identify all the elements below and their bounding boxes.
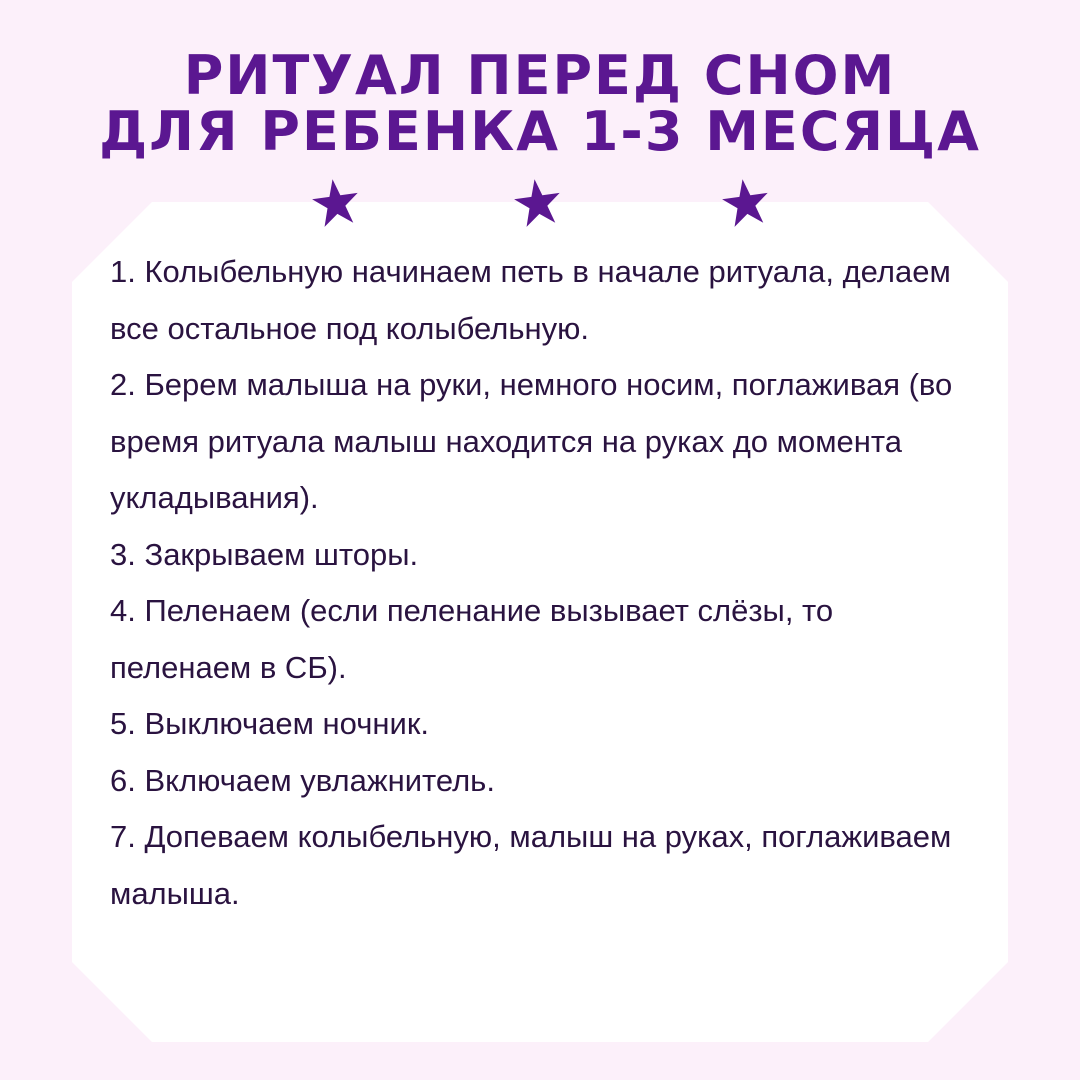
list-item: 6. Включаем увлажнитель. [110, 762, 495, 798]
star-icon [514, 178, 562, 230]
list-item: 7. Допеваем колыбельную, малыш на руках, поглаживаем малыша. [110, 819, 952, 911]
list-item: 1. Колыбельную начинаем петь в начале ритуала, делаем все остальное под колыбельную. [110, 254, 951, 346]
star-icon [722, 178, 770, 230]
list-item: 4. Пеленаем (если пеленание вызывает слёзы, то пеленаем в СБ). [110, 593, 834, 685]
list-item: 5. Выключаем ночник. [110, 706, 429, 741]
list-item: 3. Закрываем шторы. [110, 536, 419, 572]
list-item: 2. Берем малыша на руки, немного носим, поглаживая (во время ритуала малыш находится на руках до момента укладывания). [110, 367, 953, 515]
stars-decoration [0, 178, 1080, 234]
ritual-steps-list [110, 244, 980, 922]
title-line-1: РИТУАЛ ПЕРЕД СНОМ [183, 44, 897, 107]
title-line-2: ДЛЯ РЕБЕНКА 1-3 МЕСЯЦА [99, 100, 981, 163]
page-title [0, 44, 1080, 163]
star-icon [312, 178, 360, 230]
